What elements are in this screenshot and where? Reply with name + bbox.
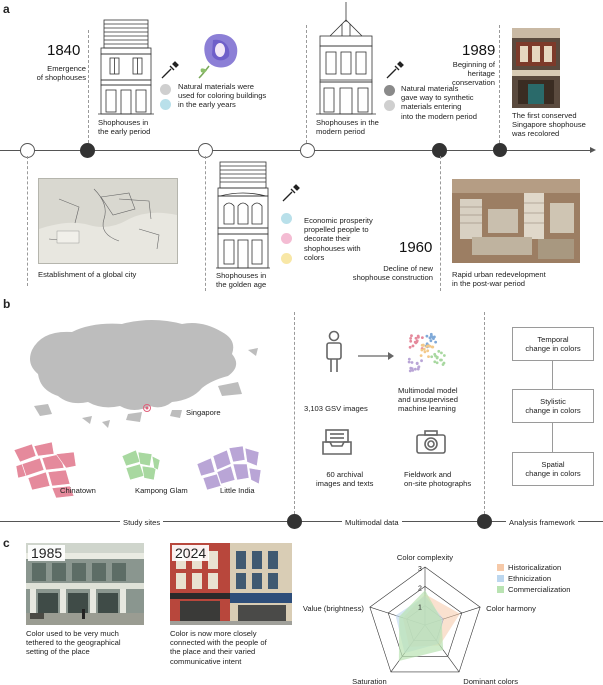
kampong-glam-label: Kampong Glam (135, 486, 188, 495)
modern-period-caption: Shophouses in the modern period (316, 118, 379, 137)
year-1985-tag: 1985 (28, 545, 65, 561)
timeline-arrowhead (590, 147, 596, 153)
cluster-point (443, 354, 446, 357)
cluster-point (434, 341, 437, 344)
gsv-images-text: 3,103 GSV images (304, 404, 368, 413)
year-1989: 1989 (462, 42, 496, 59)
stylistic-box (512, 389, 594, 423)
legend-swatch (497, 564, 504, 571)
early-period-caption: Shophouses in the early period (98, 118, 151, 137)
cluster-point (409, 337, 412, 340)
cluster-point (440, 351, 443, 354)
radar-legend (497, 562, 570, 595)
prosperity-text: Economic prosperity propelled people to decorate their shophouses with colors (304, 216, 373, 262)
radar-tick-label: 3 (418, 566, 422, 573)
cluster-point (437, 350, 440, 353)
legend-item-historicalization (497, 562, 570, 573)
archival-text: 60 archival images and texts (316, 470, 374, 489)
radar-axis-label: Value (brightness) (302, 604, 364, 614)
panel-label-b: b (3, 297, 11, 311)
cluster-point (421, 336, 424, 339)
urban-redevelopment-photo (452, 179, 580, 263)
cluster-point (417, 336, 420, 339)
global-city-caption: Establishment of a global city (38, 270, 137, 279)
cluster-point (420, 359, 423, 362)
node-filled-1989 (493, 143, 507, 157)
spatial-text: Spatial change in colors (525, 459, 581, 478)
arrow-right-icon (358, 352, 394, 360)
spatial-box (512, 452, 594, 486)
chinatown-label: Chinatown (60, 486, 96, 495)
cluster-point (443, 362, 446, 365)
cluster-scatter-icon (402, 326, 448, 382)
archive-tray-icon (322, 428, 352, 456)
cluster-point (423, 348, 426, 351)
fieldwork-text: Fieldwork and on-site photographs (404, 470, 472, 489)
cluster-point (414, 368, 417, 371)
cluster-point (409, 369, 412, 372)
cluster-point (426, 349, 429, 352)
radar-axis-label: Saturation (352, 676, 387, 685)
node-filled-b2 (477, 514, 492, 529)
cluster-point (433, 360, 436, 363)
node-filled-b1 (287, 514, 302, 529)
stylistic-text: Stylistic change in colors (525, 396, 581, 415)
singapore-map (22, 310, 262, 450)
cluster-point (429, 339, 432, 342)
golden-age-caption: Shophouses in the golden age (216, 271, 267, 290)
color-dot-modern-2 (384, 100, 395, 111)
natural-materials-text: Natural materials were used for coloring buildings in the early years (178, 82, 267, 110)
color-dot-golden-1 (281, 213, 292, 224)
cluster-point (420, 354, 423, 357)
cluster-point (430, 355, 433, 358)
conserved-shophouse-photo (512, 28, 560, 108)
color-dot-golden-2 (281, 233, 292, 244)
camera-icon (416, 430, 446, 454)
node-filled-1840 (80, 143, 95, 158)
historic-map-image (38, 178, 178, 264)
color-dot-early-1 (160, 84, 171, 95)
cluster-point (408, 361, 411, 364)
cluster-point (424, 350, 427, 353)
caption-1985: Color used to be very much tethered to the geographical setting of the place (26, 629, 121, 657)
little-india-label: Little India (220, 486, 255, 495)
year-2024-tag: 2024 (172, 545, 209, 561)
multimodal-model-text: Multimodal model and unsupervised machine learning (398, 386, 458, 414)
first-conserved-text: The first conserved Singapore shophouse was recolored (512, 111, 586, 139)
butterfly-pea-flower (195, 30, 243, 80)
cluster-point (430, 333, 433, 336)
cluster-point (417, 365, 420, 368)
panel-label-a: a (3, 2, 10, 16)
analysis-framework-label: Analysis framework (506, 518, 578, 527)
kampong-glam-map (118, 448, 163, 488)
study-sites-label: Study sites (120, 518, 163, 527)
cluster-point (432, 337, 435, 340)
color-dot-modern-1 (384, 85, 395, 96)
pipette-icon (385, 60, 405, 80)
radar-axis-label: Color harmony (486, 604, 536, 614)
node-open-3 (300, 143, 315, 158)
cluster-point (415, 337, 418, 340)
radar-axis-label: Color complexity (396, 553, 454, 562)
legend-item-commercialization (497, 584, 570, 595)
cluster-point (434, 355, 437, 358)
cluster-point (422, 344, 425, 347)
cluster-point (440, 359, 443, 362)
golden-shophouse-drawing (216, 160, 270, 270)
cluster-point (428, 345, 431, 348)
cluster-point (425, 345, 428, 348)
synthetic-text: Natural materials gave way to synthetic materials entering into the modern period (401, 84, 477, 121)
decline-text: Decline of new shophouse construction (352, 264, 433, 283)
modern-shophouse-drawing (316, 2, 376, 116)
radar-tick-label: 1 (418, 604, 422, 612)
color-dot-early-2 (160, 99, 171, 110)
cluster-point (408, 358, 411, 361)
pipette-icon (281, 183, 301, 203)
cluster-point (415, 340, 418, 343)
cluster-point (416, 362, 419, 365)
cluster-point (417, 368, 420, 371)
cluster-point (427, 355, 430, 358)
pipette-icon (160, 60, 180, 80)
temporal-text: Temporal change in colors (525, 334, 581, 353)
person-icon (322, 330, 346, 374)
framework-connector-1 (552, 360, 553, 389)
cluster-point (409, 346, 412, 349)
year-1840: 1840 (47, 42, 81, 59)
temporal-box (512, 327, 594, 361)
redevelopment-caption: Rapid urban redevelopment in the post-war period (452, 270, 546, 289)
cluster-point (411, 361, 414, 364)
framework-connector-2 (552, 422, 553, 452)
cluster-point (409, 340, 412, 343)
heritage-text: Beginning of heritage conservation (451, 60, 495, 88)
cluster-point (426, 335, 429, 338)
multimodal-data-label: Multimodal data (342, 518, 402, 527)
cluster-point (412, 345, 415, 348)
cluster-point (410, 334, 413, 337)
legend-swatch (497, 575, 504, 582)
legend-label: Ethnicization (508, 573, 552, 583)
early-shophouse-drawing (98, 18, 154, 116)
cluster-point (411, 367, 414, 370)
year-1960: 1960 (399, 239, 433, 256)
legend-label: Commercialization (508, 584, 571, 594)
legend-swatch (497, 586, 504, 593)
legend-item-ethnicization (497, 573, 570, 584)
panel-label-c: c (3, 536, 10, 550)
legend-label: Historicalization (508, 562, 562, 572)
radar-axis-label: Dominant colors (463, 676, 519, 685)
timeline-arrow-dashed (500, 150, 592, 151)
color-dot-golden-3 (281, 253, 292, 264)
radar-tick-label: 2 (418, 585, 422, 593)
emergence-text: Emergence of shophouses (36, 64, 86, 83)
caption-2024: Color is now more closely connected with the people of the place and their varied communicative intent (170, 629, 267, 666)
singapore-label: Singapore (186, 408, 221, 417)
